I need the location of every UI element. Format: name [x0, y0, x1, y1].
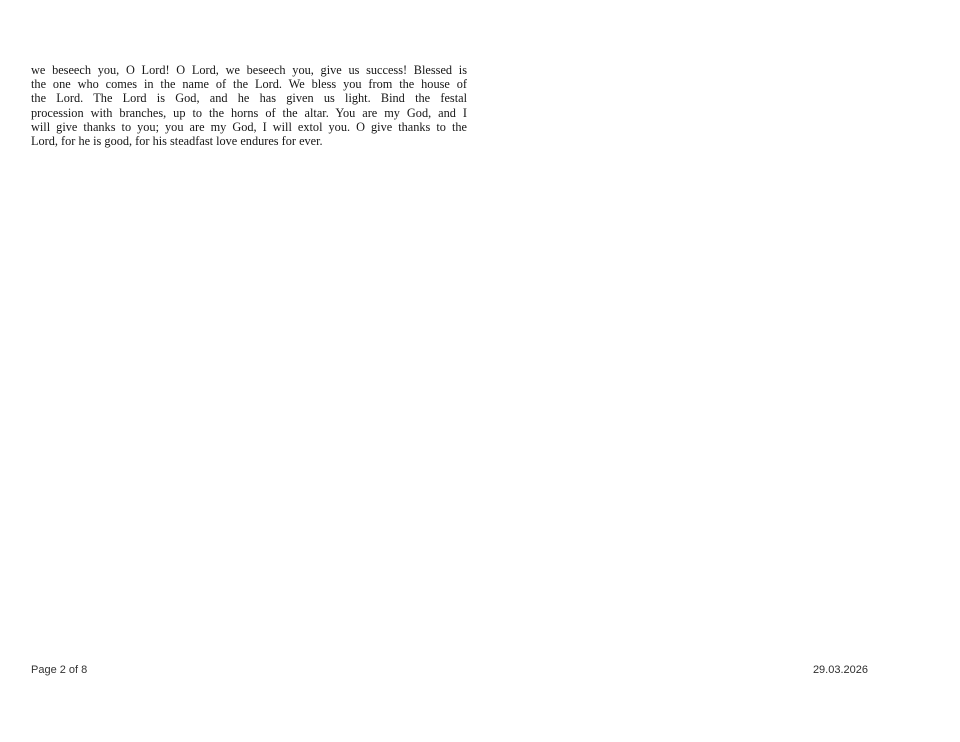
paragraph-line: the one who comes in the name of the Lord. We bless you from the house of: [31, 77, 467, 92]
paragraph-line: will give thanks to you; you are my God, I will extol you. O give thanks to the: [31, 119, 467, 134]
paragraph-line: we beseech you, O Lord! O Lord, we beseech you, give us success! Blessed is: [31, 63, 467, 77]
footer-page-indicator: Page 2 of 8: [31, 664, 88, 676]
paragraph-line: Lord, for he is good, for his steadfast love endures for ever.: [31, 134, 323, 149]
paragraph-line: the Lord. The Lord is God, and he has given us light. Bind the festal: [31, 91, 467, 106]
paragraph-line: procession with branches, up to the horns of the altar. You are my God, and I: [31, 105, 467, 120]
body-paragraph: [31, 63, 467, 148]
footer-date: 29.03.2026: [812, 664, 868, 676]
